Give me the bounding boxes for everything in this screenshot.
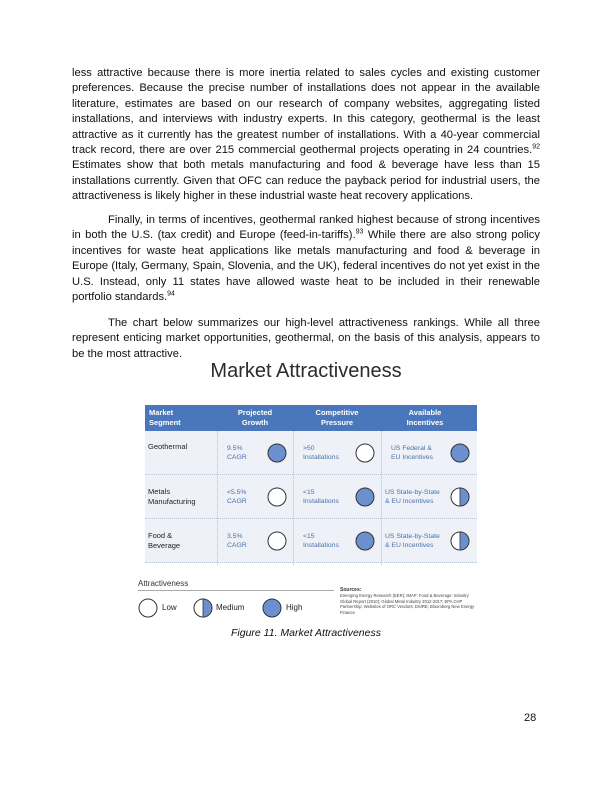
growth-value: <5.5% CAGR bbox=[227, 489, 247, 505]
harvey-ball-incentives bbox=[451, 488, 469, 506]
harvey-ball-growth bbox=[268, 488, 286, 506]
row-segment: Metals Manufacturing bbox=[148, 487, 196, 506]
paragraph-text: less attractive because there is more inertia related to sales cycles and existing customer preferences. Because the precise number of installations does not appear in the available literature, estimates are based on our research of company websites, aggregating listed installations, and interviews with industry experts. In this category, geothermal is the least attractive as it currently has the greatest number of installations. With a 40-year commercial track record, there are over 215 commercial geothermal projects operating in 24 countries. bbox=[72, 67, 540, 157]
harvey-ball-pressure bbox=[356, 488, 374, 506]
header-projected-growth: Projected Growth bbox=[237, 408, 273, 427]
harvey-ball-incentives bbox=[451, 444, 469, 462]
incentives-value: US State-by-State & EU Incentives bbox=[385, 489, 440, 505]
pressure-value: >50 Installations bbox=[303, 445, 339, 461]
header-market-segment: Market Segment bbox=[149, 408, 181, 427]
legend-ball-high bbox=[263, 599, 281, 617]
paragraph-text: Estimates show that both metals manufacturing and food & beverage have less than 15 installations currently. Given that OFC can reduce the payback period for industrial users, the attractiveness is likely higher in these industrial waste heat recovery applications. bbox=[72, 159, 540, 203]
header-competitive-pressure: Competitive Pressure bbox=[315, 408, 359, 427]
legend-label-low: Low bbox=[162, 603, 177, 612]
harvey-ball-growth bbox=[268, 532, 286, 550]
pressure-value: <15 Installations bbox=[303, 489, 339, 505]
incentives-value: US Federal & EU Incentives bbox=[391, 445, 433, 461]
legend-label-high: High bbox=[286, 603, 303, 612]
incentives-value: US State-by-State & EU Incentives bbox=[385, 533, 440, 549]
legend-label-medium: Medium bbox=[216, 603, 245, 612]
row-segment: Food & Beverage bbox=[148, 531, 181, 550]
harvey-ball-pressure bbox=[356, 532, 374, 550]
growth-value: 9.5% CAGR bbox=[227, 445, 247, 461]
figure-title: Market Attractiveness bbox=[210, 360, 402, 382]
legend-title: Attractiveness bbox=[138, 579, 189, 588]
footnote-ref-93[interactable]: 93 bbox=[355, 228, 364, 236]
figure-caption: Figure 11. Market Attractiveness bbox=[231, 627, 381, 639]
footnote-ref-92[interactable]: 92 bbox=[532, 143, 540, 151]
header-available-incentives: Available Incentives bbox=[406, 408, 444, 427]
page-number: 28 bbox=[524, 712, 537, 724]
paragraph-text: Finally, in terms of incentives, geothermal ranked highest because of strong incentives in both the U.S. (tax credit) and Europe (feed-in-tariffs). bbox=[72, 214, 540, 242]
sources-title: Sources: bbox=[340, 587, 362, 593]
sources-text: Emerging Energy Research (EER); IMAP: Food & Beverage: Industry Global Report (2010); Global Metal Industry 2012-2017; EPA CHP Partnership; Websites of ORC Vendors; DSIRE; Bloomberg New Energy Finance bbox=[340, 593, 475, 615]
row-segment: Geothermal bbox=[148, 442, 188, 451]
harvey-ball-pressure bbox=[356, 444, 374, 462]
footnote-ref-94[interactable]: 94 bbox=[167, 290, 175, 298]
legend-ball-low bbox=[139, 599, 157, 617]
harvey-ball-incentives bbox=[451, 532, 469, 550]
paragraph-text: While there are also strong policy incentives for waste heat applications like metals manufacturing and food & beverage in Europe (Italy, Germany, Spain, Slovenia, and the UK), federal incentives do not yet exist in the U.S. Instead, only 11 states have allowed waste heat to be included in their renewable portfolio standards. bbox=[72, 229, 540, 304]
growth-value: 3.5% CAGR bbox=[227, 533, 247, 549]
paragraph-text: The chart below summarizes our high-level attractiveness rankings. While all three represent enticing market opportunities, geothermal, on the basis of this analysis, appears to be the most attractive. bbox=[72, 317, 540, 360]
pressure-value: <15 Installations bbox=[303, 533, 339, 549]
harvey-ball-growth bbox=[268, 444, 286, 462]
legend-ball-medium bbox=[194, 599, 212, 617]
